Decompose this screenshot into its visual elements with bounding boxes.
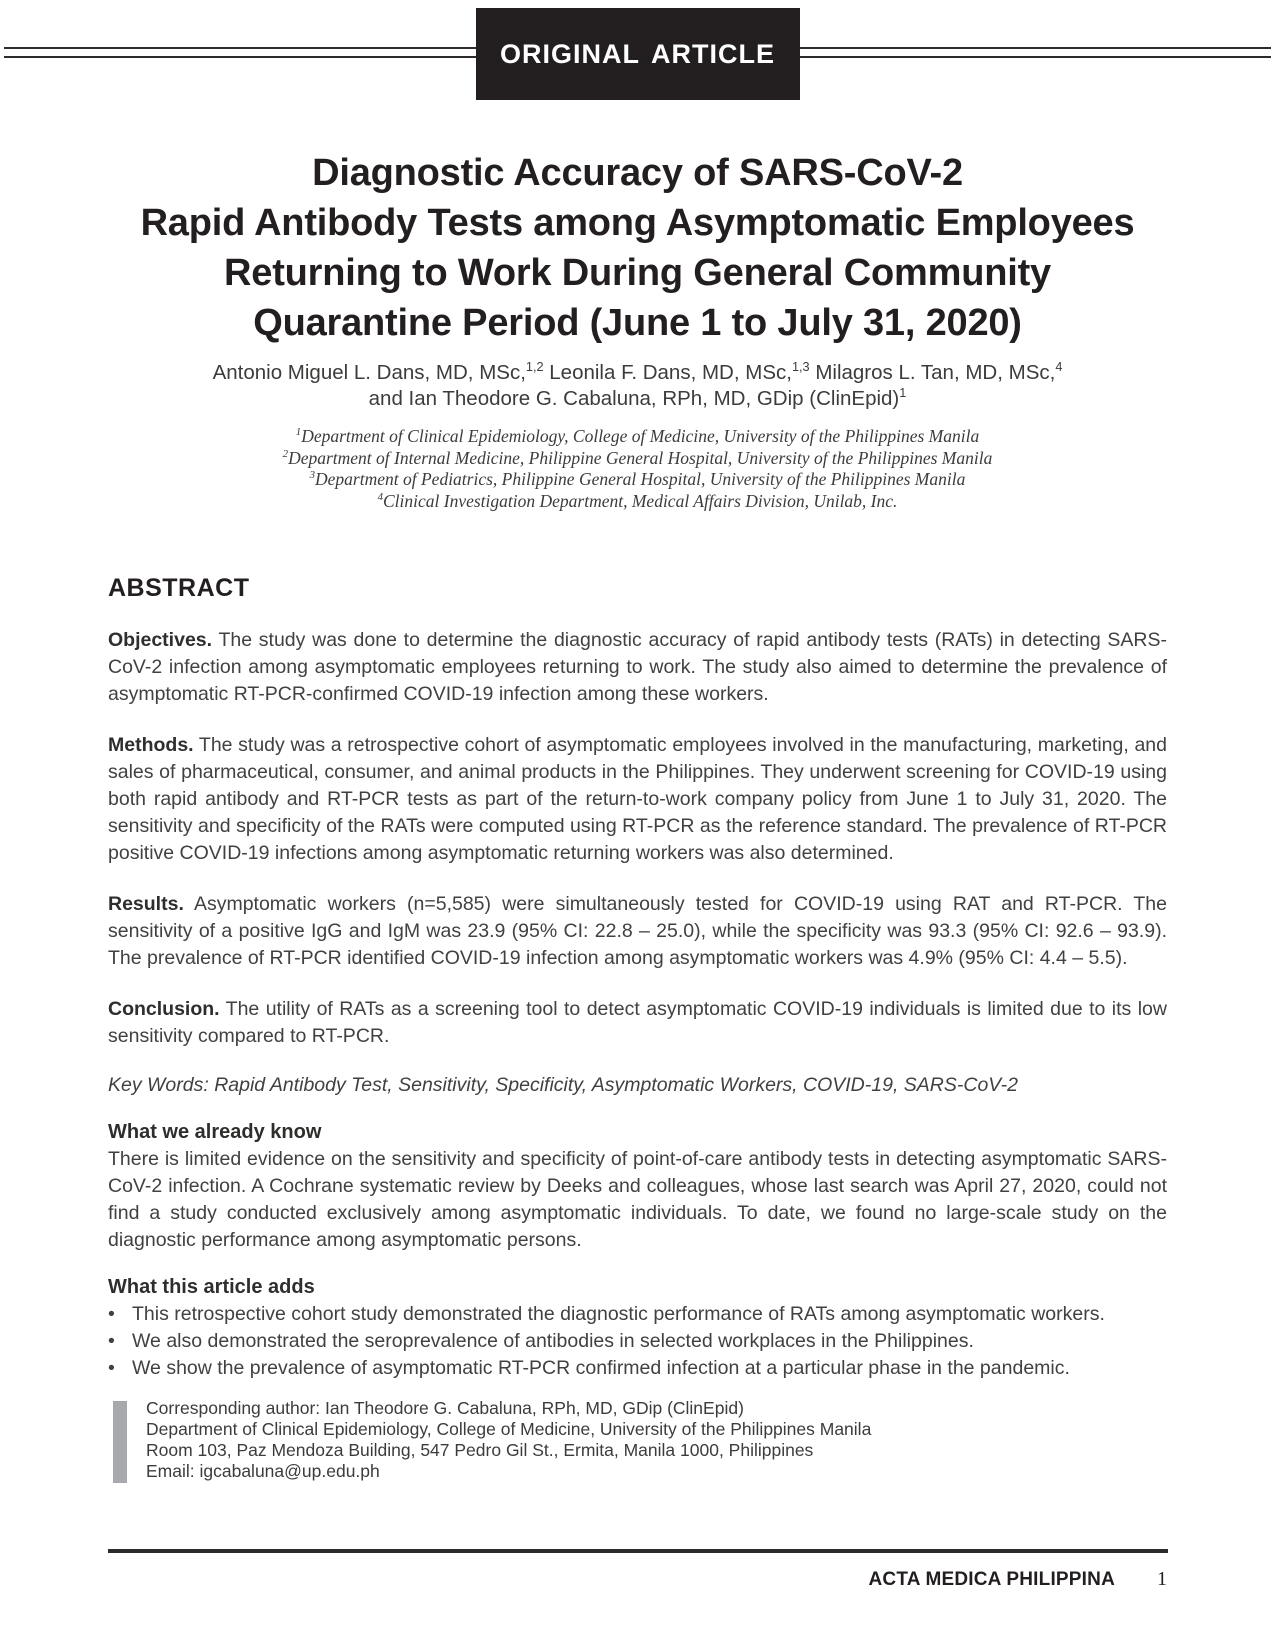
know-heading: What we already know: [108, 1121, 322, 1143]
affiliation-text: Department of Internal Medicine, Philippine General Hospital, University of the Philippines Manila: [288, 447, 993, 468]
correspondence-line: Corresponding author: Ian Theodore G. Cabaluna, RPh, MD, GDip (ClinEpid): [146, 1398, 744, 1418]
correspondence-email: Email: igcabaluna@up.edu.ph: [146, 1461, 380, 1481]
abstract-results: [108, 891, 1167, 972]
affiliation-line: [108, 491, 1167, 513]
abstract-objectives: [108, 627, 1167, 708]
affiliation-number: 3: [309, 469, 316, 482]
author-name: and Ian Theodore G. Cabaluna, RPh, MD, GDip (ClinEpid): [368, 387, 900, 410]
paragraph-text: Asymptomatic workers (n=5,585) were simultaneously tested for COVID-19 using RAT and RT-PCR. The sensitivity of a positive IgG and IgM was 23.9 (95% CI: 22.8 – 25.0), while the specificity was 93.3 (95% CI: 92.6 – 93.9). The prevalence of RT-PCR identified COVID-19 infection among asymptomatic workers was 4.9% (95% CI: 4.4 – 5.5).: [108, 893, 1167, 969]
page-number: 1: [1157, 1568, 1167, 1590]
affiliation-line: [108, 448, 1167, 470]
affiliation-text: Department of Clinical Epidemiology, College of Medicine, University of the Philippines Manila: [301, 426, 980, 446]
paragraph-label: Methods.: [108, 734, 194, 756]
title-line: Quarantine Period (June 1 to July 31, 2020): [253, 302, 1022, 344]
page-content: [108, 148, 1167, 1482]
correspondence-line: Room 103, Paz Mendoza Building, 547 Pedro Gil St., Ermita, Manila 1000, Philippines: [146, 1440, 814, 1460]
affiliation-number: 2: [282, 447, 289, 460]
author-affil-ref: 1: [899, 385, 907, 401]
keywords-line: Key Words: Rapid Antibody Test, Sensitivity, Specificity, Asymptomatic Workers, COVID-19, SARS-CoV-2: [108, 1074, 1018, 1096]
title-line: Rapid Antibody Tests among Asymptomatic Employees: [140, 202, 1135, 244]
know-paragraph: There is limited evidence on the sensitivity and specificity of point-of-care antibody tests in detecting asymptomatic SARS-CoV-2 infection. A Cochrane systematic review by Deeks and colleagues, whose last search was April 27, 2020, could not find a study conducted exclusively among asymptomatic individuals. To date, we found no large-scale study on the diagnostic performance among asymptomatic persons.: [108, 1148, 1167, 1251]
bullet-text: This retrospective cohort study demonstrated the diagnostic performance of RATs among asymptomatic workers.: [132, 1303, 1105, 1325]
affiliation-number: 1: [295, 426, 302, 439]
paragraph-label: Conclusion.: [108, 998, 220, 1020]
adds-heading: What this article adds: [108, 1276, 315, 1298]
footer-rule: [108, 1549, 1168, 1553]
affiliation-text: Clinical Investigation Department, Medical Affairs Division, Unilab, Inc.: [383, 490, 898, 511]
bullet-text: We show the prevalence of asymptomatic RT-PCR confirmed infection at a particular phase in the pandemic.: [132, 1357, 1070, 1379]
abstract-conclusion: [108, 996, 1167, 1050]
title-line: Returning to Work During General Community: [224, 252, 1051, 294]
bullet-item: [108, 1328, 1167, 1355]
article-type-banner: [476, 8, 800, 100]
paragraph-text: The study was done to determine the diagnostic accuracy of rapid antibody tests (RATs) in detecting SARS-CoV-2 infection among asymptomatic employees returning to work. The study also aimed to determine the prevalence of asymptomatic RT-PCR-confirmed COVID-19 infection among these workers.: [108, 629, 1167, 705]
author-affil-ref: 4: [1055, 359, 1063, 375]
author-line: [108, 360, 1167, 386]
paragraph-text: The study was a retrospective cohort of asymptomatic employees involved in the manufacturing, marketing, and sales of pharmaceutical, consumer, and animal products in the Philippines. They underwent screening for COVID-19 using both rapid antibody and RT-PCR tests as part of the return-to-work company policy from June 1 to July 31, 2020. The sensitivity and specificity of the RATs were computed using RT-PCR as the reference standard. The prevalence of RT-PCR positive COVID-19 infections among asymptomatic returning workers was also determined.: [108, 734, 1167, 864]
affiliation-number: 4: [377, 490, 383, 503]
article-type-label: ORIGINAL ARTICLE: [500, 38, 775, 69]
affiliation-text: Department of Pediatrics, Philippine General Hospital, University of the Philippines Manila: [315, 469, 966, 489]
correspondence-line: Department of Clinical Epidemiology, College of Medicine, University of the Philippines Manila: [146, 1419, 872, 1439]
paragraph-label: Results.: [108, 893, 184, 915]
bullet-item: [108, 1355, 1167, 1382]
correspondence-block: [108, 1398, 1167, 1482]
author-line: [108, 386, 1167, 412]
bullet-icon: •: [108, 1303, 115, 1325]
paragraph-text: The utility of RATs as a screening tool to detect asymptomatic COVID-19 individuals is limited due to its low sensitivity compared to RT-PCR.: [108, 998, 1167, 1047]
page-header: [0, 0, 1275, 108]
adds-bullet-list: [108, 1301, 1167, 1382]
author-list: [108, 360, 1167, 412]
author-affil-ref: 1,3: [791, 359, 810, 375]
affiliation-line: [108, 426, 1167, 448]
page-footer: [869, 1568, 1167, 1591]
article-title: [108, 148, 1167, 348]
author-name: Antonio Miguel L. Dans, MD, MSc,: [212, 361, 526, 384]
bullet-icon: •: [108, 1357, 115, 1379]
paragraph-label: Objectives.: [108, 629, 213, 651]
bullet-item: [108, 1301, 1167, 1328]
abstract-methods: [108, 732, 1167, 867]
abstract-heading: ABSTRACT: [108, 574, 250, 602]
affiliation-list: [108, 426, 1167, 512]
author-name: Leonila F. Dans, MD, MSc,: [543, 361, 792, 384]
bullet-text: We also demonstrated the seroprevalence of antibodies in selected workplaces in the Philippines.: [132, 1330, 974, 1352]
author-affil-ref: 1,2: [525, 359, 544, 375]
bullet-icon: •: [108, 1330, 115, 1352]
author-name: Milagros L. Tan, MD, MSc,: [809, 361, 1056, 384]
correspondence-bar: [113, 1401, 127, 1483]
journal-name: ACTA MEDICA PHILIPPINA: [868, 1569, 1115, 1590]
affiliation-line: [108, 469, 1167, 491]
title-line: Diagnostic Accuracy of SARS-CoV-2: [312, 152, 963, 194]
